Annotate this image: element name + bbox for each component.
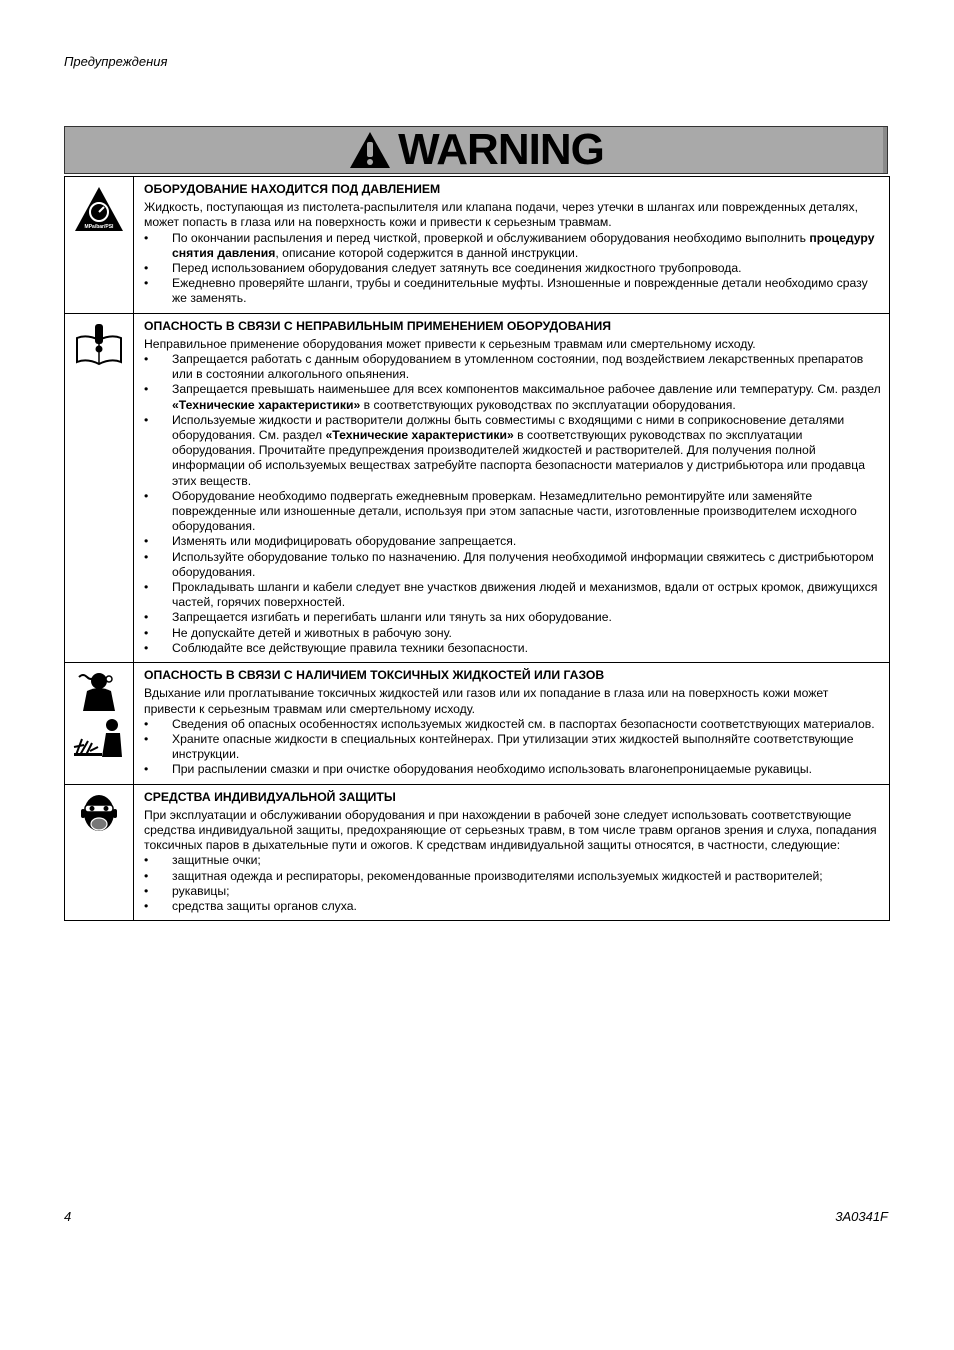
document-code: 3A0341F [835, 1209, 888, 1224]
icon-cell [65, 663, 134, 783]
list-item: • Перед использованием оборудования следует затянуть все соединения жидкостного трубопровода. [144, 261, 881, 276]
toxic-fumes-icon [73, 671, 125, 711]
warning-banner [64, 126, 888, 174]
list-item: • Оборудование необходимо подвергать ежедневным проверкам. Незамедлительно ремонтируйте или заменяйте поврежденные или изношенные детали, используя при этом запасные части, изготовленные производителем исходного оборудования. [144, 489, 881, 535]
row-title: СРЕДСТВА ИНДИВИДУАЛЬНОЙ ЗАЩИТЫ [144, 789, 396, 804]
bullet-list [144, 231, 881, 307]
list-item: • По окончании распыления и перед чисткой, проверкой и обслуживанием оборудования необходимо выполнить процедуру снятия давления, описание которой содержится в данной инструкции. [144, 231, 881, 261]
list-item: • Не допускайте детей и животных в рабочую зону. [144, 626, 881, 641]
list-item: • защитные очки; [144, 853, 881, 868]
list-item: • Изменять или модифицировать оборудование запрещается. [144, 534, 881, 549]
icon-cell [65, 785, 134, 921]
gauge-units-label: MPa/bar/PSI [84, 224, 114, 230]
text-cell [134, 177, 889, 313]
manual-exclamation-icon [73, 322, 125, 370]
row-title: ОБОРУДОВАНИЕ НАХОДИТСЯ ПОД ДАВЛЕНИЕМ [144, 182, 441, 196]
list-item: • Прокладывать шланги и кабели следует вне участков движения людей и механизмов, вдали от острых кромок, движущихся частей, горячих поверхностей. [144, 580, 881, 610]
list-item: • защитная одежда и респираторы, рекомендованные производителями используемых жидкостей и растворителей; [144, 869, 881, 884]
list-item: • рукавицы; [144, 884, 881, 899]
row-intro: Вдыхание или проглатывание токсичных жидкостей или газов или их попадание в глаза или на поверхность кожи может привести к серьезным травмам или смертельному исходу. [144, 686, 829, 716]
list-item: • Храните опасные жидкости в специальных контейнерах. При утилизации этих жидкостей выполняйте соответствующие инструкции. [144, 732, 881, 762]
icon-cell [65, 177, 134, 313]
list-item: • Запрещается превышать наименьшее для всех компонентов максимальное рабочее давление или температуру. См. раздел «Технические характеристики» в соответствующих руководствах по эксплуатации оборудования. [144, 382, 881, 412]
list-item: • При распылении смазки и при очистке оборудования необходимо использовать влагонепроницаемые рукавицы. [144, 762, 881, 777]
page-number: 4 [64, 1209, 72, 1224]
list-item: • Соблюдайте все действующие правила техники безопасности. [144, 641, 881, 656]
bullet-list [144, 853, 881, 914]
list-item: • Сведения об опасных особенностях используемых жидкостей см. в паспортах безопасности соответствующих материалов. [144, 717, 881, 732]
skin-splash-icon [72, 717, 126, 757]
row-intro: При эксплуатации и обслуживании оборудования и при нахождении в рабочей зоне следует использовать соответствующие средства индивидуальной защиты, предохраняющие от серьезных травм, в том числе травм органов зрения и слуха, попадания токсичных паров в дыхательные пути и ожогов. К средствам индивидуальной защиты относятся, в частности, следующие: [144, 807, 877, 853]
section-title: Предупреждения [64, 54, 168, 69]
list-item: • средства защиты органов слуха. [144, 899, 881, 914]
warning-row-pressure [65, 177, 889, 314]
warning-row-ppe [65, 785, 889, 921]
list-item: • Используйте оборудование только по назначению. Для получения необходимой информации свяжитесь с дистрибьютором оборудования. [144, 550, 881, 580]
list-item: • Запрещается работать с данным оборудованием в утомленном состоянии, под воздействием лекарственных препаратов или в состоянии алкогольного опьянения. [144, 352, 881, 382]
bullet-list [144, 717, 881, 778]
list-item: • Ежедневно проверяйте шланги, трубы и соединительные муфты. Изношенные и поврежденные детали необходимо сразу же заменять. [144, 276, 881, 306]
row-intro: Жидкость, поступающая из пистолета-распылителя или клапана подачи, через утечки в шлангах или поврежденных деталях, может попасть в глаза или на поверхность кожи и привести к серьезным травмам. [144, 200, 858, 230]
warning-row-toxic [65, 663, 889, 784]
icon-cell [65, 314, 134, 662]
text-cell [134, 785, 889, 921]
protective-gear-icon [79, 793, 119, 837]
row-intro: Неправильное применение оборудования может привести к серьезным травмам или смертельному исходу. [144, 336, 756, 351]
list-item: • Запрещается изгибать и перегибать шланги или тянуть за них оборудование. [144, 610, 881, 625]
warnings-table [64, 176, 890, 921]
list-item: • Используемые жидкости и растворители должны быть совместимы с входящими с ними в соприкосновение деталями оборудования. См. раздел «Технические характеристики» в соответствующих руководствах по эксплуатации оборудования. Прочитайте предупреждения производителей жидкостей и растворителей. Для получения полной информации об используемых веществах затребуйте паспорта безопасности материалов у дистрибьютора или продавца этих веществ. [144, 413, 881, 489]
row-title: ОПАСНОСТЬ В СВЯЗИ С НЕПРАВИЛЬНЫМ ПРИМЕНЕНИЕМ ОБОРУДОВАНИЯ [144, 318, 612, 333]
pressure-gauge-icon [73, 185, 125, 233]
warning-row-misuse [65, 314, 889, 663]
warning-triangle-icon [348, 130, 392, 170]
warning-title: WARNING [398, 125, 604, 174]
bullet-list [144, 352, 881, 656]
text-cell [134, 663, 889, 783]
row-title: ОПАСНОСТЬ В СВЯЗИ С НАЛИЧИЕМ ТОКСИЧНЫХ ЖИДКОСТЕЙ ИЛИ ГАЗОВ [144, 668, 605, 683]
text-cell [134, 314, 889, 662]
